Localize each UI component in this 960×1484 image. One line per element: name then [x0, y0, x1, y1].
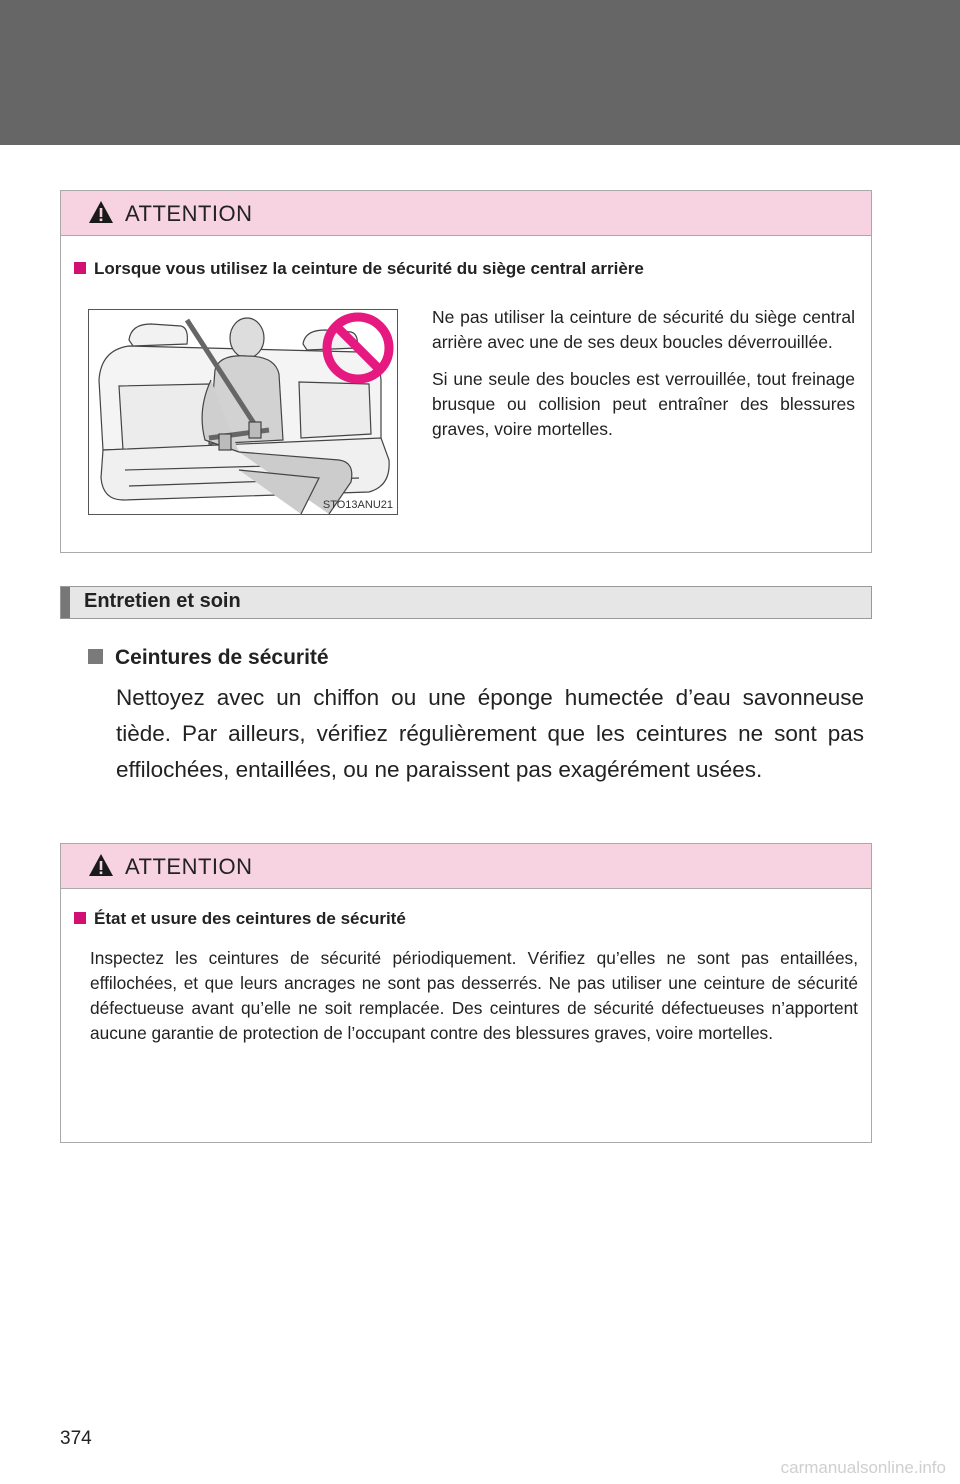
warning-subheading — [74, 909, 406, 929]
warning-right-text — [432, 305, 855, 454]
section-heading-bar — [60, 586, 872, 619]
warning-subheading — [74, 259, 644, 279]
warning-subheading-text: Lorsque vous utilisez la ceinture de sécurité du siège central arrière — [94, 259, 644, 278]
section-marker — [61, 587, 70, 618]
warning-triangle-icon — [88, 200, 114, 224]
bullet-square-icon — [88, 649, 103, 664]
illustration-code: STO13ANU21 — [322, 499, 393, 511]
no-entry-icon — [320, 310, 396, 386]
seat-belts-subheading-text: Ceintures de sécurité — [115, 646, 329, 669]
header-band — [0, 0, 960, 145]
warning-header — [61, 191, 871, 236]
warning-paragraph: Inspectez les ceintures de sécurité périodiquement. Vérifiez qu’elles ne sont pas entaillées, effilochées, et que leurs ancrages ne sont pas desserrés. Ne pas utiliser une ceinture de sécurité défectueuse avant qu’elle ne soit remplacée. Des ceintures de sécurité défectueuses n’apportent aucune garantie de protection de l’occupant contre des blessures graves, voire mortelles. — [90, 948, 858, 1043]
section-title: Entretien et soin — [84, 590, 241, 612]
bullet-square-icon — [74, 262, 86, 274]
watermark: carmanualsonline.info — [780, 1458, 946, 1477]
warning-paragraph-2: Si une seule des boucles est verrouillée, tout freinage brusque ou collision peut entraîner des blessures graves, voire mortelles. — [432, 369, 855, 439]
warning-box-belt-wear — [60, 843, 872, 1143]
page-number: 374 — [60, 1428, 92, 1449]
warning-title: ATTENTION — [125, 854, 253, 879]
seat-belts-subheading — [88, 646, 329, 670]
care-paragraph: Nettoyez avec un chiffon ou une éponge humectée d’eau savonneuse tiède. Par ailleurs, vérifiez régulièrement que les ceintures ne sont pas effilochées, entaillées, ou ne paraissent pas exagérément usées. — [116, 685, 864, 782]
bullet-square-icon — [74, 912, 86, 924]
warning-header — [61, 844, 871, 889]
warning-triangle-icon — [88, 853, 114, 877]
warning-subheading-text: État et usure des ceintures de sécurité — [94, 909, 406, 928]
warning-box-center-belt — [60, 190, 872, 553]
warning-paragraph-1: Ne pas utiliser la ceinture de sécurité du siège central arrière avec une de ses deux boucles déverrouillée. — [432, 307, 855, 352]
warning-title: ATTENTION — [125, 201, 253, 226]
